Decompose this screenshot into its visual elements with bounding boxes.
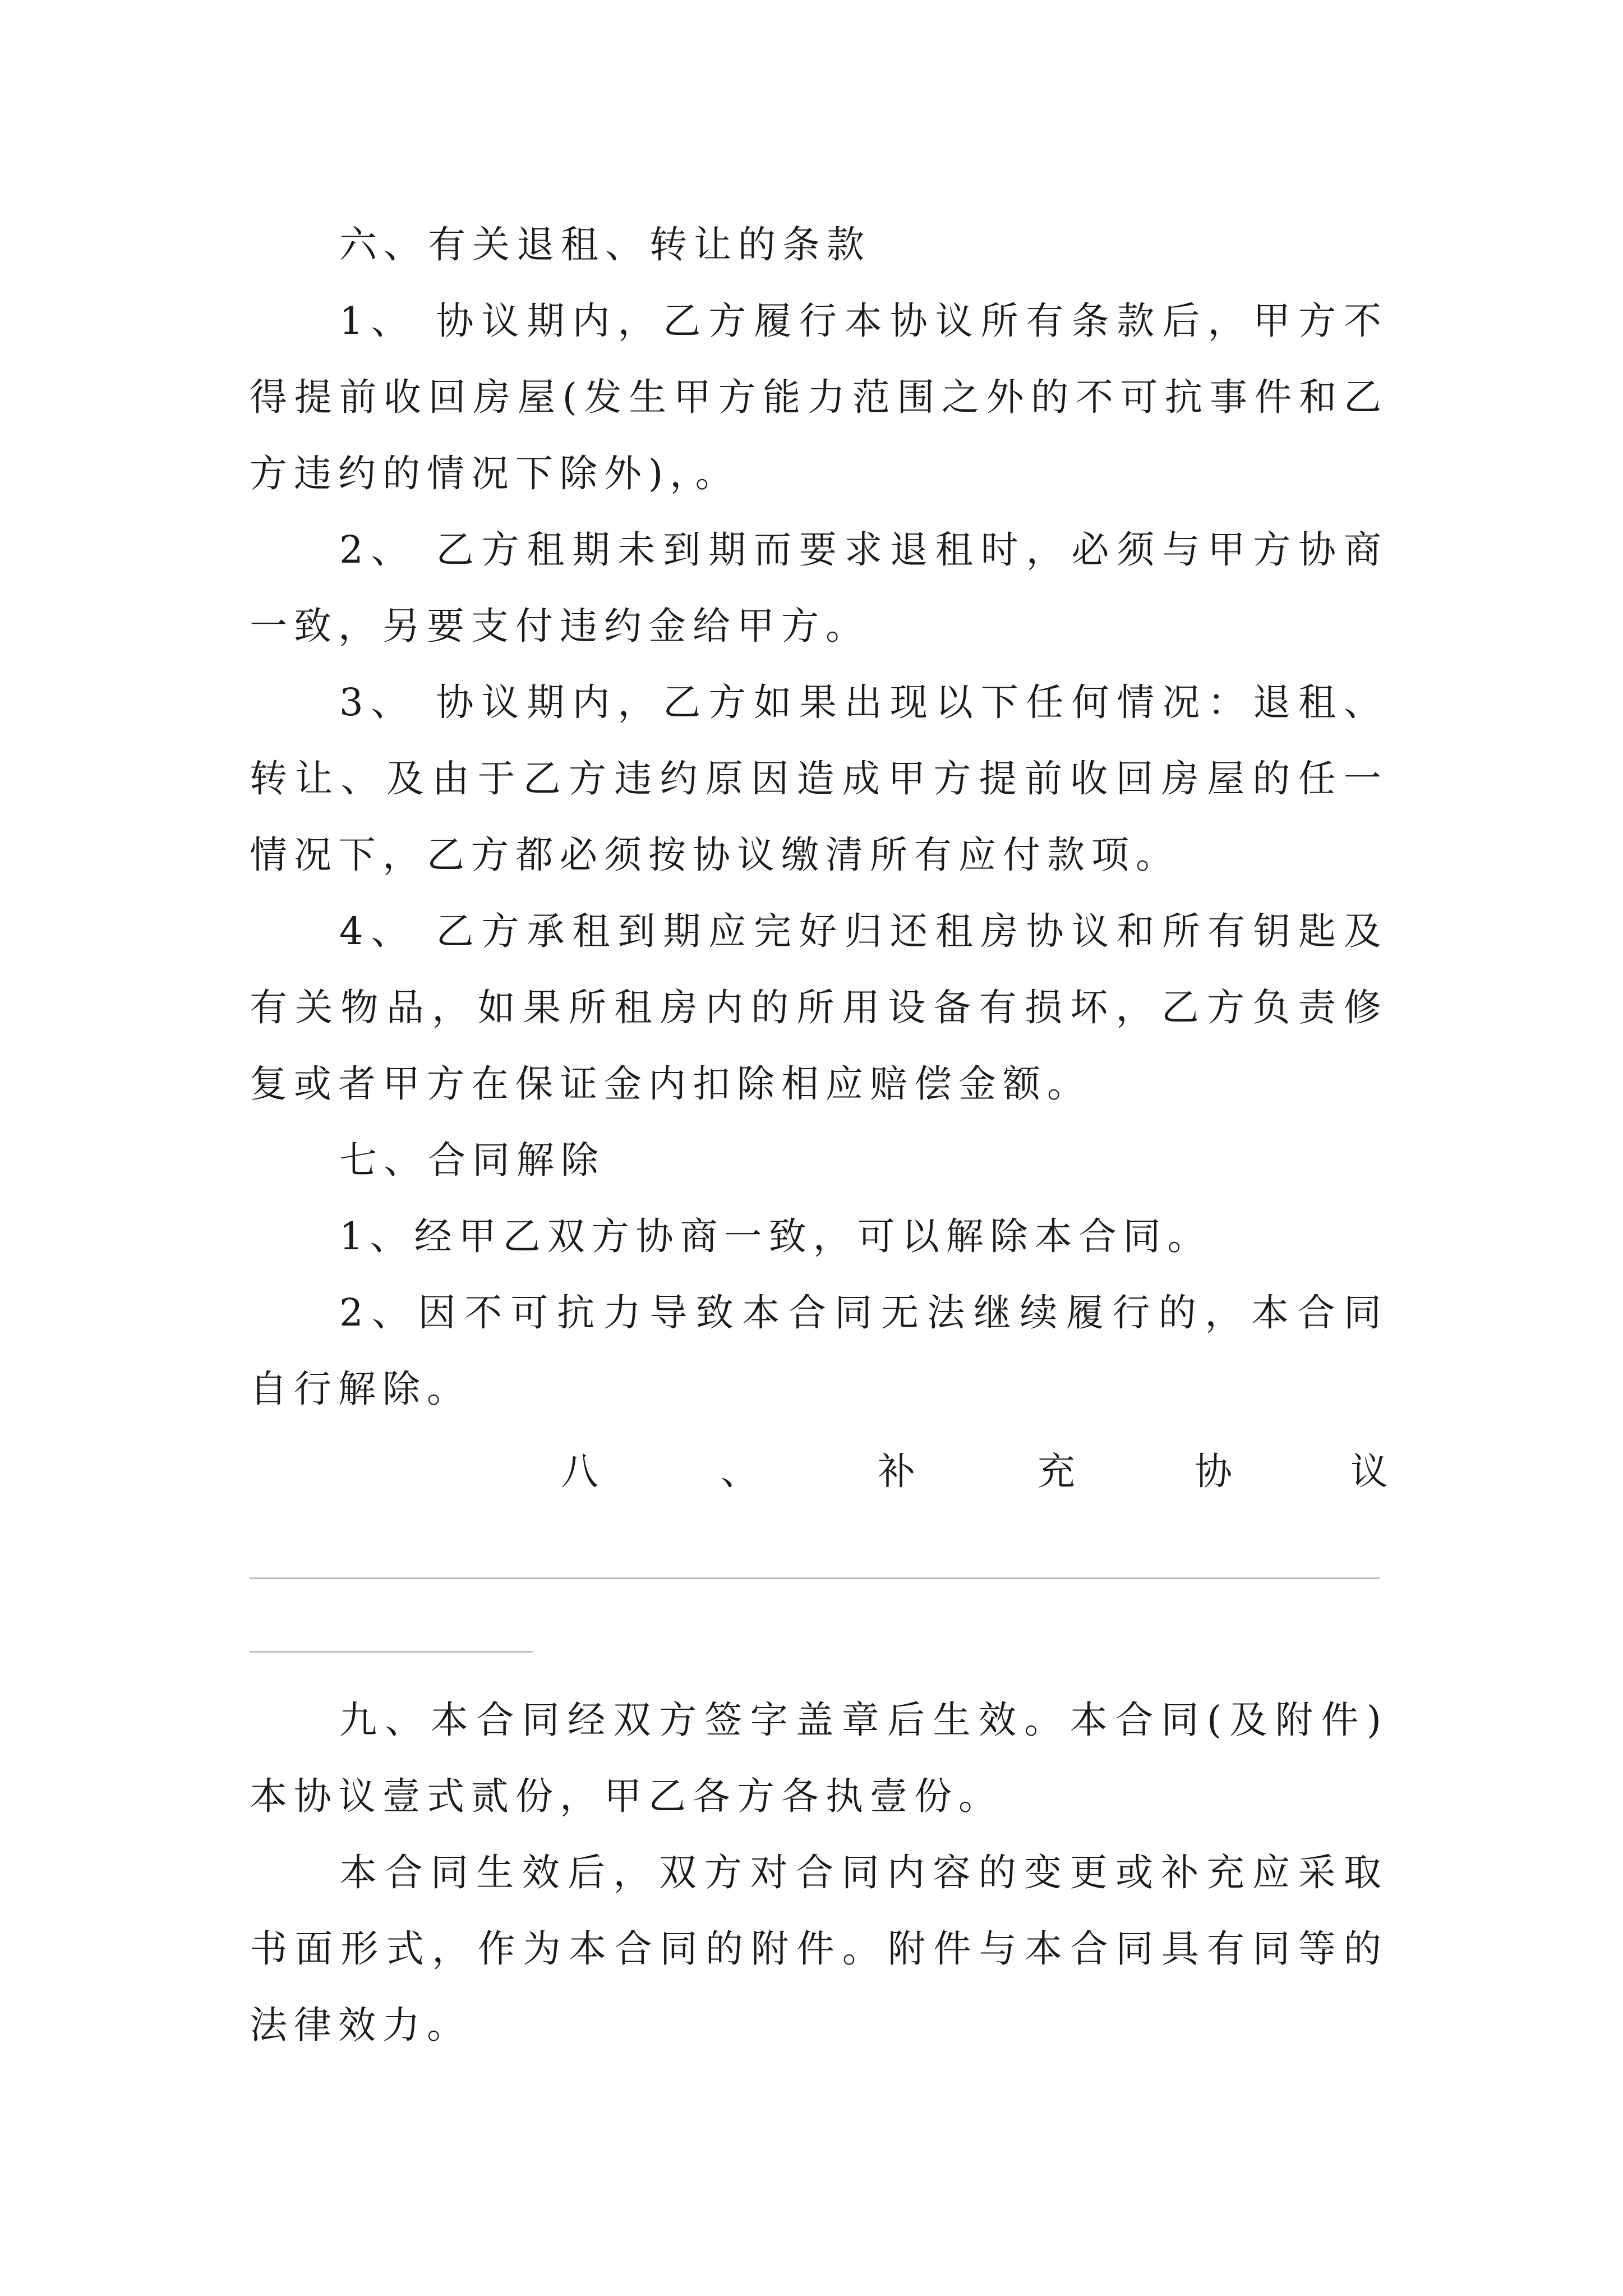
contract-body-lower [250,1682,1388,2063]
section-9-text: 九、本合同经双方签字盖章后生效。本合同(及附件)本协议壹式贰份，甲乙各方各执壹份。 [250,1698,1388,1818]
section-7-item-2: 2、因不可抗力导致本合同无法继续履行的，本合同自行解除。 [250,1291,1388,1411]
section-8-char: 、 [721,1450,758,1493]
section-7-item-1: 1、经甲乙双方协商一致，可以解除本合同。 [339,1214,1212,1258]
blank-fill-line [250,1577,1380,1579]
effect-note: 本合同生效后，双方对合同内容的变更或补充应采取书面形式，作为本合同的附件。附件与本合同具有同等的法律效力。 [250,1851,1388,2047]
section-8-heading [250,1433,1388,1510]
section-8-char: 协 [1195,1450,1232,1493]
section-6-item-3: 3、 协议期内，乙方如果出现以下任何情况：退租、转让、及由于乙方违约原因造成甲方提前收回房屋的任一情况下，乙方都必须按协议缴清所有应付款项。 [250,680,1388,877]
section-8-char: 八 [561,1450,598,1493]
section-6-item-1: 1、 协议期内，乙方履行本协议所有条款后，甲方不得提前收回房屋(发生甲方能力范围之外的不可抗事件和乙方违约的情况下除外)，。 [250,299,1388,495]
contract-body-upper [250,206,1388,1427]
section-7-heading: 七、合同解除 [339,1138,605,1182]
section-8-char: 充 [1038,1450,1075,1493]
section-8-char: 议 [1350,1450,1388,1493]
section-8-char: 补 [878,1450,915,1493]
section-6-heading: 六、有关退租、转让的条款 [339,223,871,266]
section-6-item-2: 2、 乙方租期未到期而要求退租时，必须与甲方协商一致，另要支付违约金给甲方。 [250,528,1388,648]
section-6-item-4: 4、 乙方承租到期应完好归还租房协议和所有钥匙及有关物品，如果所租房内的所用设备有损坏，乙方负责修复或者甲方在保证金内扣除相应赔偿金额。 [250,909,1388,1106]
blank-fill-line-short [250,1651,533,1653]
